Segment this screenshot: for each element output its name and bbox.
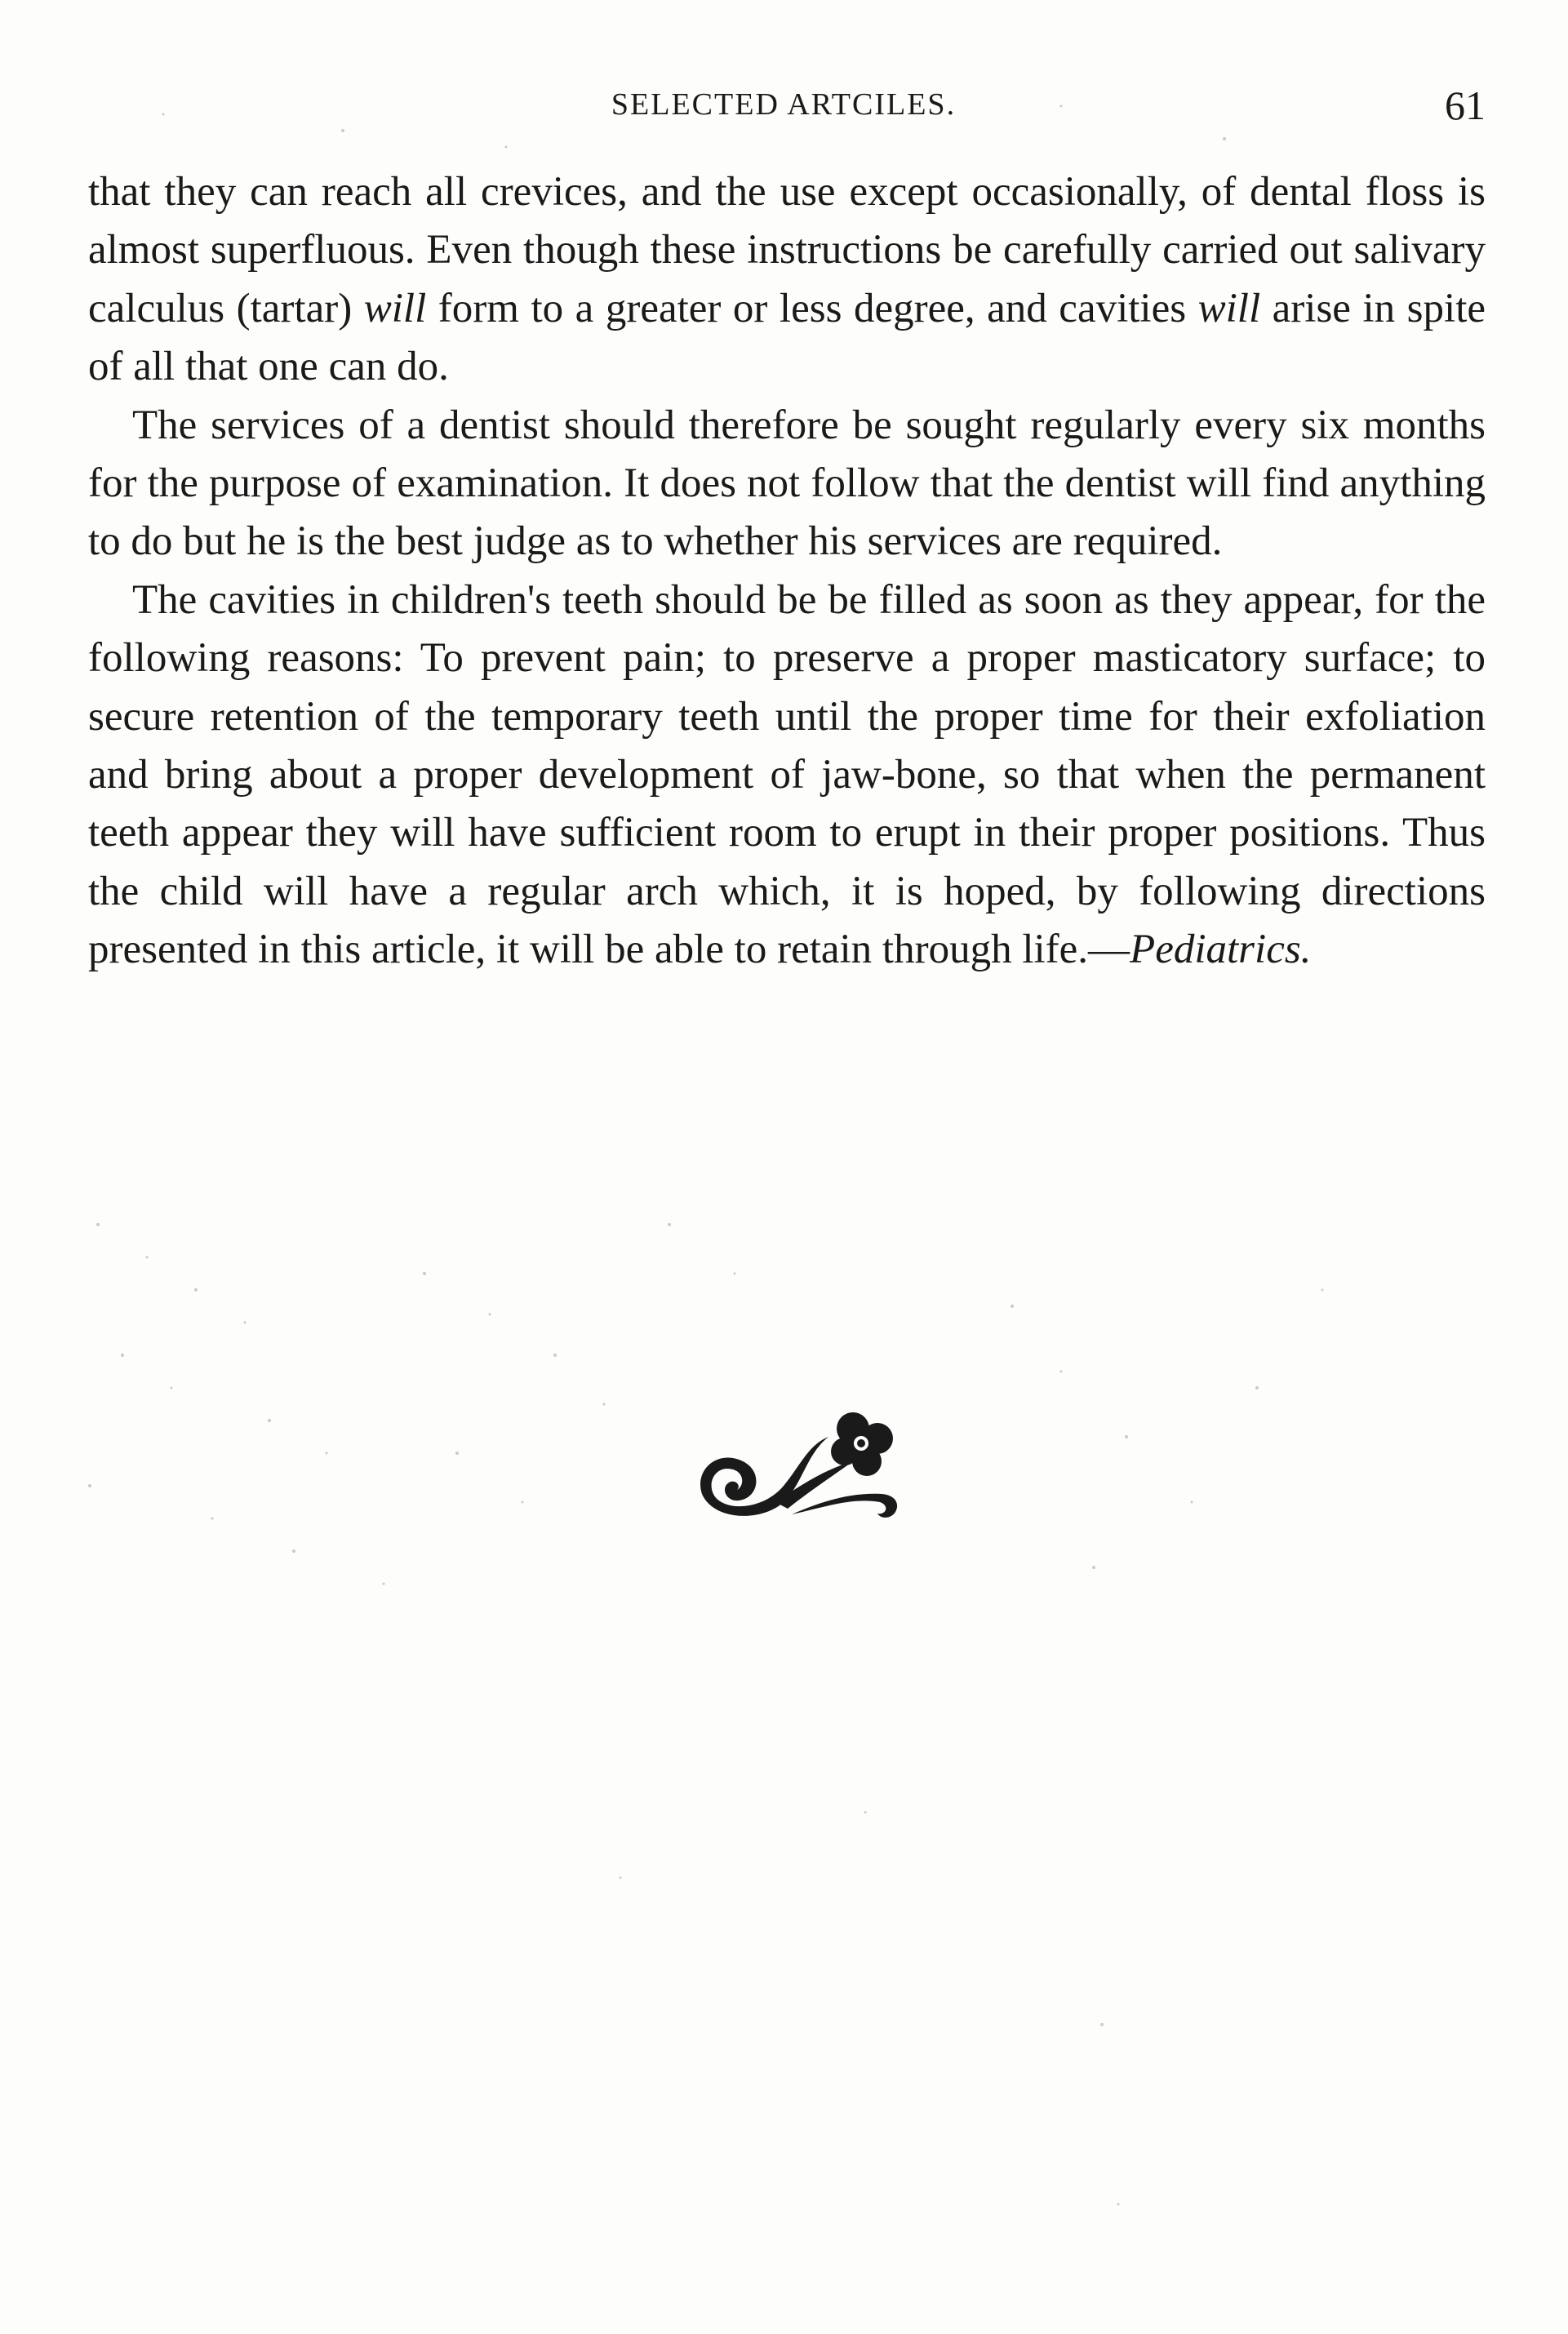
page-number: 61 <box>1445 82 1486 128</box>
paragraph <box>88 163 1486 397</box>
emphasis-text: will <box>1197 285 1261 331</box>
fleuron-clover-ornament-icon <box>686 1404 914 1527</box>
paragraph <box>88 397 1486 571</box>
emphasis-text: will <box>363 285 427 331</box>
source-citation: Pediatrics. <box>1130 927 1312 973</box>
paragraph <box>88 571 1486 980</box>
running-title: SELECTED ARTCILES. <box>611 87 957 122</box>
text-run: that they can reach all crevices, and the use except occasionally, of dental floss is almost superfluous. Even though these instructions be carefully carried out salivary calculus (tartar) <box>88 169 1486 331</box>
running-head <box>82 82 1486 131</box>
text-run: form to a greater or less degree, and cavities <box>426 285 1198 331</box>
text-run: arise in spite of all that one can do. <box>88 285 1486 390</box>
text-run: The services of a dentist should therefore be sought regularly every six months for the purpose of examination. It does not follow that the dentist will find anything to do but he is the best judge as to whether his services are required. <box>88 402 1486 565</box>
article-body <box>88 163 1486 980</box>
text-run: The cavities in children's teeth should be be filled as soon as they appear, for the following reasons: To prevent pain; to preserve a proper masticatory surface; to secure retention of the temporary teeth until the proper time for their exfoliation and bring about a proper development of jaw-bone, so that when the permanent teeth appear they will have sufficient room to erupt in their proper positions. Thus the child will have a regular arch which, it is hoped, by following directions presented in this article, it will be able to retain through life.— <box>88 576 1486 973</box>
